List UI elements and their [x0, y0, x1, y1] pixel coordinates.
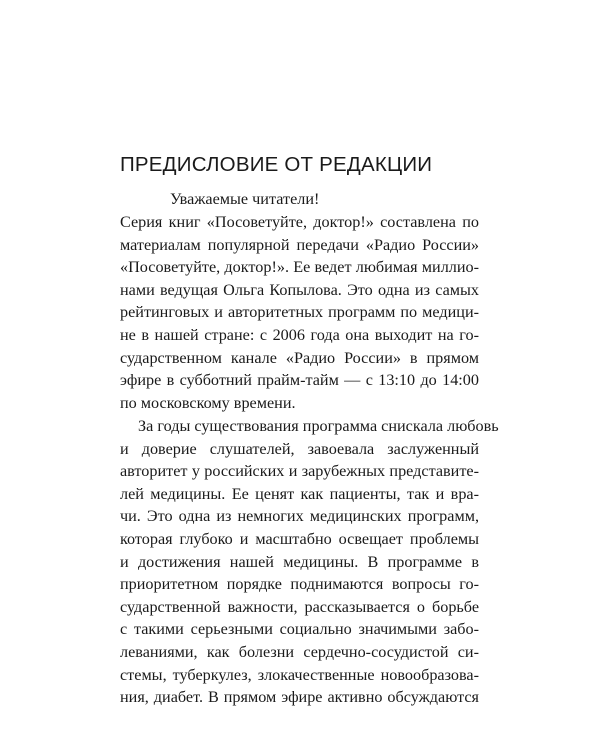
text-line: чи. Это одна из немногих медицинских программ,	[120, 507, 479, 526]
text-line: и доверие слушателей, завоевала заслуженный	[120, 439, 479, 458]
text-line: За годы существования программа снискала любовь	[138, 417, 499, 435]
text-line: «Посоветуйте, доктор!». Ее ведет любимая миллио-	[120, 258, 479, 277]
text-line: с такими серьезными социально значимыми забо-	[120, 620, 479, 639]
greeting-line: Уважаемые читатели!	[170, 190, 320, 208]
section-heading: ПРЕДИСЛОВИЕ ОТ РЕДАКЦИИ	[120, 153, 433, 176]
text-line: которая глубоко и масштабно освещает проблемы	[120, 529, 479, 548]
paragraph-2	[120, 415, 499, 709]
text-line: лей медицины. Ее ценят как пациенты, так и вра-	[120, 484, 479, 503]
paragraph-1	[120, 211, 479, 414]
text-line: не в нашей стране: с 2006 года она выходит на го-	[120, 325, 479, 344]
text-line: по московскому времени.	[120, 393, 296, 412]
text-line: нами ведущая Ольга Копылова. Это одна из самых	[120, 280, 479, 299]
text-line: сударственном канале «Радио России» в прямом	[120, 348, 479, 367]
text-line: и достижения нашей медицины. В программе в	[120, 552, 479, 571]
text-line: приоритетном порядке поднимаются вопросы го-	[120, 575, 479, 594]
text-line: сударственной важности, рассказывается о борьбе	[120, 597, 479, 616]
text-line: ния, диабет. В прямом эфире активно обсуждаются	[120, 688, 479, 707]
text-line: материалам популярной передачи «Радио России»	[120, 235, 479, 254]
text-line: эфире в субботний прайм-тайм — с 13:10 до 14:00	[120, 371, 479, 390]
text-line: леваниями, как болезни сердечно-сосудистой си-	[120, 642, 479, 661]
greeting-block	[120, 188, 479, 211]
text-line: Серия книг «Посоветуйте, доктор!» составлена по	[120, 213, 479, 231]
text-line: рейтинговых и авторитетных программ по медици-	[120, 303, 479, 322]
text-line: стемы, туберкулез, злокачественные новообразова-	[120, 665, 479, 684]
text-line: авторитет у российских и зарубежных представите-	[120, 462, 479, 481]
